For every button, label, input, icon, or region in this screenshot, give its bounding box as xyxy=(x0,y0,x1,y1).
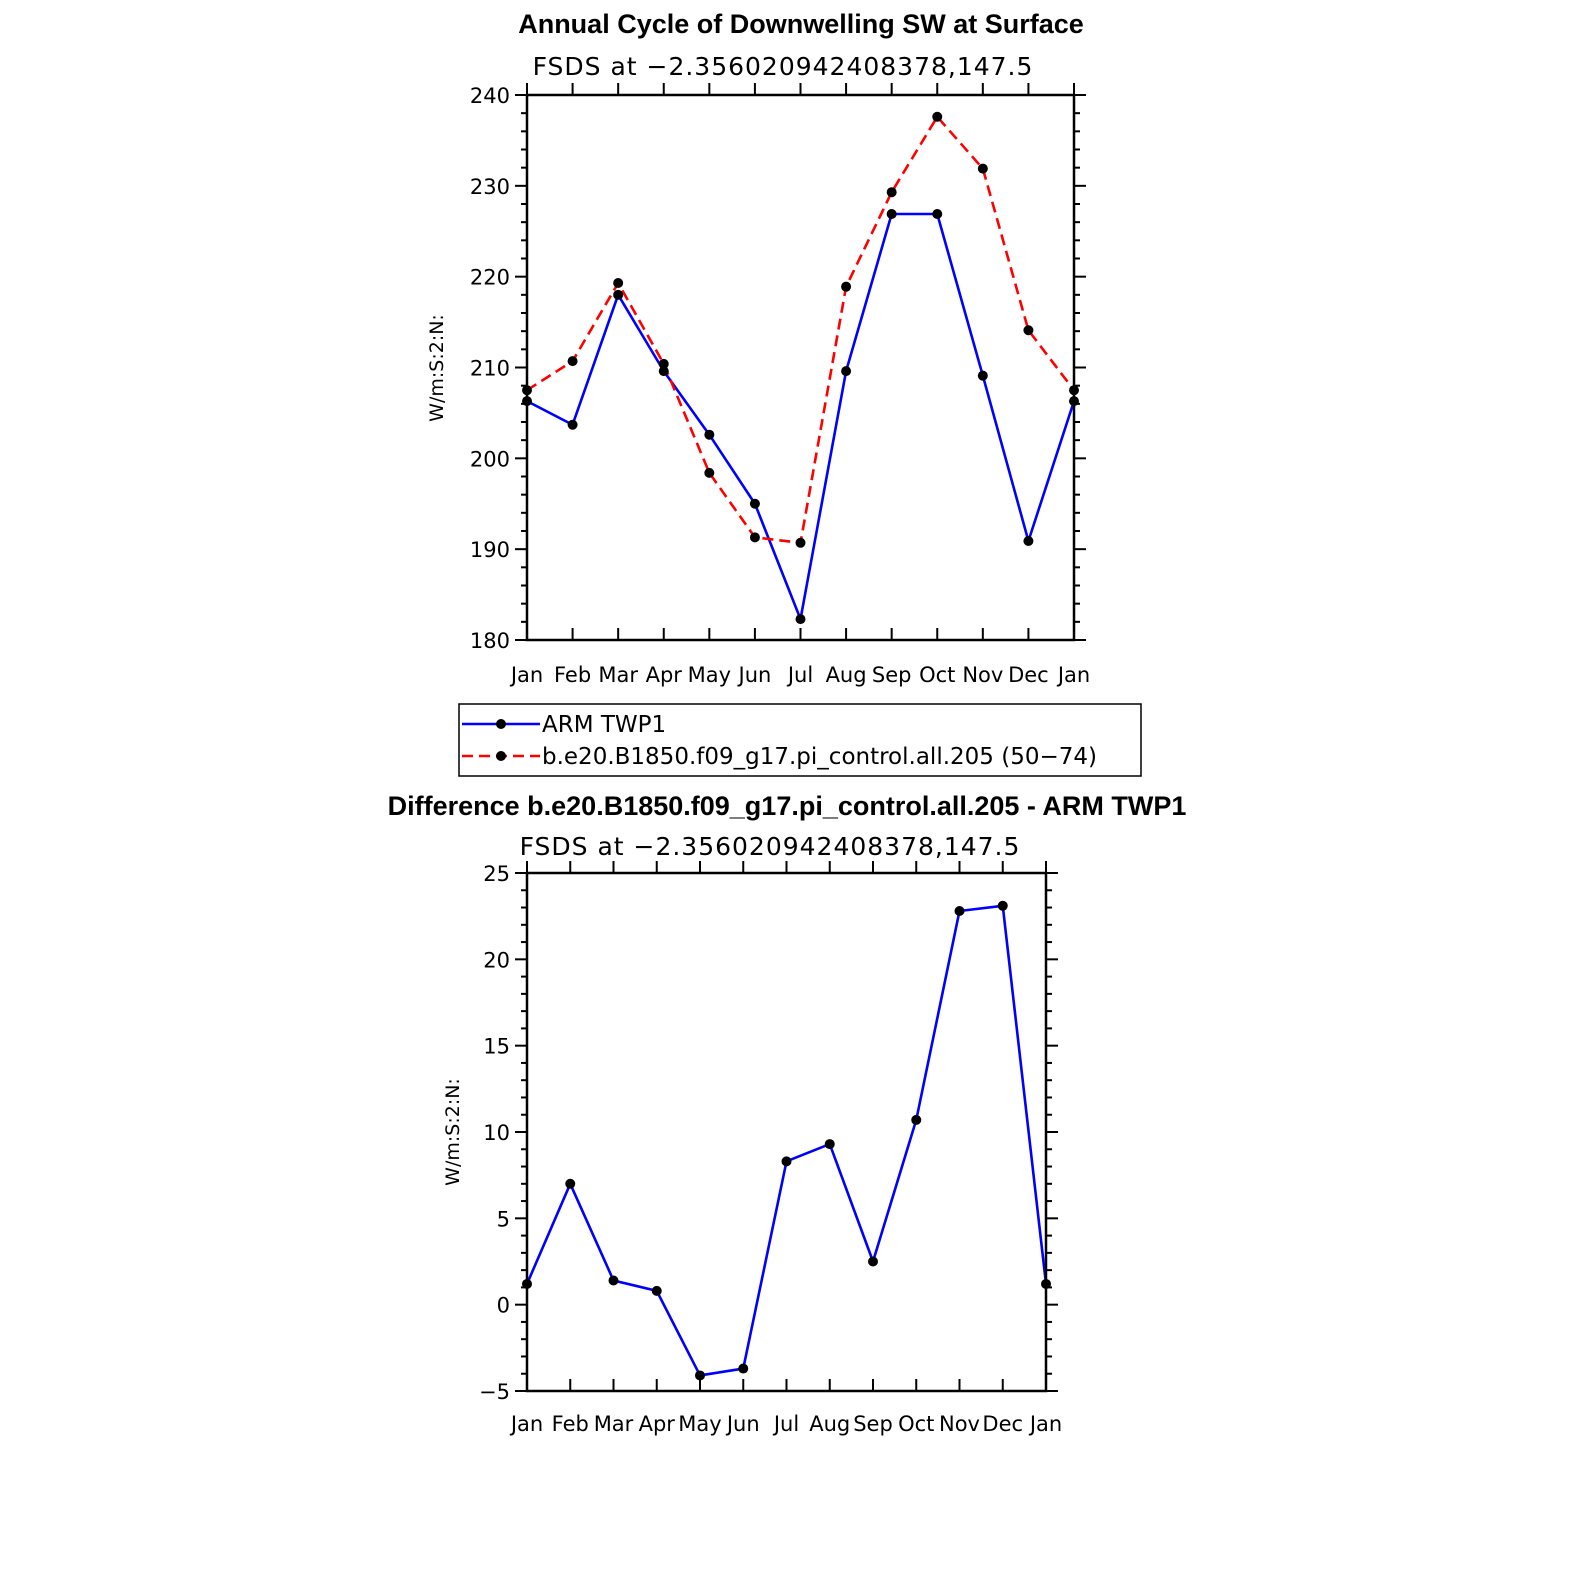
x-tick-label: Jun xyxy=(726,1412,760,1436)
data-point xyxy=(796,538,806,548)
x-tick-label: Feb xyxy=(553,663,592,687)
data-point xyxy=(609,1275,619,1285)
x-tick-label: Jan xyxy=(510,663,544,687)
x-tick-label: Oct xyxy=(919,663,956,687)
y-tick-label: −5 xyxy=(479,1380,510,1404)
data-point xyxy=(955,906,965,916)
data-point xyxy=(1023,325,1033,335)
data-point xyxy=(695,1370,705,1380)
legend xyxy=(459,704,1141,776)
annual-cycle-chart xyxy=(426,9,1141,776)
data-point xyxy=(932,112,942,122)
x-tick-label: Mar xyxy=(598,663,638,687)
chart-subtitle: FSDS at −2.356020942408378,147.5 xyxy=(519,832,1021,861)
x-tick-label: Apr xyxy=(645,663,682,687)
data-point xyxy=(750,499,760,509)
legend-marker-arm xyxy=(496,719,506,729)
data-point xyxy=(568,420,578,430)
y-tick-label: 210 xyxy=(469,356,510,381)
tick-labels xyxy=(479,862,1062,1436)
plot-frame xyxy=(527,873,1046,1391)
data-point xyxy=(565,1179,575,1189)
data-point xyxy=(1023,536,1033,546)
x-tick-label: Oct xyxy=(898,1412,935,1436)
x-tick-label: Aug xyxy=(809,1412,851,1436)
y-tick-label: 20 xyxy=(483,948,510,973)
axis-ticks xyxy=(515,861,1058,1391)
data-point xyxy=(932,209,942,219)
x-tick-label: Feb xyxy=(551,1412,589,1436)
chart-title: Difference b.e20.B1850.f09_g17.pi_control.all.205 - ARM TWP1 xyxy=(387,791,1187,821)
x-tick-label: Jun xyxy=(738,663,772,687)
data-point xyxy=(704,430,714,440)
legend-marker-model xyxy=(496,751,506,761)
series-line-1 xyxy=(527,117,1074,543)
data-point xyxy=(704,468,714,478)
series-line-0 xyxy=(527,906,1046,1376)
legend-label-arm: ARM TWP1 xyxy=(542,712,667,738)
x-tick-label: Aug xyxy=(825,663,867,687)
y-tick-label: 10 xyxy=(483,1121,510,1145)
legend-label-model: b.e20.B1850.f09_g17.pi_control.all.205 (50−74) xyxy=(542,744,1097,770)
data-point xyxy=(796,614,806,624)
data-point xyxy=(782,1156,792,1166)
chart-subtitle: FSDS at −2.356020942408378,147.5 xyxy=(532,52,1034,81)
data-point xyxy=(659,359,669,369)
y-tick-label: 15 xyxy=(483,1034,510,1059)
data-point xyxy=(841,282,851,292)
difference-chart xyxy=(388,791,1187,1436)
x-tick-label: Apr xyxy=(638,1412,675,1436)
data-point xyxy=(613,278,623,288)
y-tick-label: 0 xyxy=(496,1293,510,1318)
x-tick-label: Sep xyxy=(871,663,912,687)
x-tick-label: May xyxy=(678,1412,722,1436)
x-tick-label: Jan xyxy=(510,1412,544,1436)
data-point xyxy=(887,187,897,197)
x-tick-label: Jan xyxy=(1029,1412,1063,1436)
x-tick-label: Dec xyxy=(1008,663,1049,687)
data-point xyxy=(978,164,988,174)
series-line-0 xyxy=(527,214,1074,619)
x-tick-label: Jul xyxy=(787,663,814,687)
data-point xyxy=(998,901,1008,911)
plot-frame xyxy=(527,95,1074,640)
y-tick-label: 220 xyxy=(469,265,510,290)
data-point xyxy=(868,1257,878,1267)
data-point xyxy=(978,371,988,381)
data-point xyxy=(613,290,623,300)
data-point xyxy=(825,1139,835,1149)
y-tick-label: 230 xyxy=(469,174,510,199)
data-point xyxy=(568,356,578,366)
y-tick-label: 180 xyxy=(469,629,510,653)
data-point xyxy=(841,366,851,376)
x-tick-label: Dec xyxy=(982,1412,1024,1436)
x-tick-label: Nov xyxy=(962,663,1004,687)
x-tick-label: Jan xyxy=(1057,663,1091,687)
y-tick-label: 5 xyxy=(496,1207,510,1232)
y-tick-label: 240 xyxy=(469,84,510,108)
x-tick-label: Jul xyxy=(773,1412,800,1436)
x-tick-label: Mar xyxy=(593,1412,634,1436)
data-point xyxy=(738,1364,748,1374)
y-tick-label: 190 xyxy=(469,538,510,563)
data-point xyxy=(652,1286,662,1296)
y-axis-label: W/m:S:2:N: xyxy=(426,314,448,422)
y-axis-label: W/m:S:2:N: xyxy=(442,1078,464,1186)
x-tick-label: Sep xyxy=(853,1412,893,1436)
x-tick-label: Nov xyxy=(939,1412,980,1436)
data-point xyxy=(750,532,760,542)
x-tick-label: May xyxy=(687,663,732,687)
legend-entry-model xyxy=(462,744,1097,770)
series-lines xyxy=(522,112,1079,624)
chart-title: Annual Cycle of Downwelling SW at Surface xyxy=(518,9,1084,39)
y-tick-label: 200 xyxy=(469,447,510,472)
series-lines xyxy=(522,901,1051,1381)
tick-labels xyxy=(470,84,1090,687)
y-tick-label: 25 xyxy=(483,862,510,886)
data-point xyxy=(887,209,897,219)
data-point xyxy=(911,1115,921,1125)
axis-ticks xyxy=(515,83,1086,640)
